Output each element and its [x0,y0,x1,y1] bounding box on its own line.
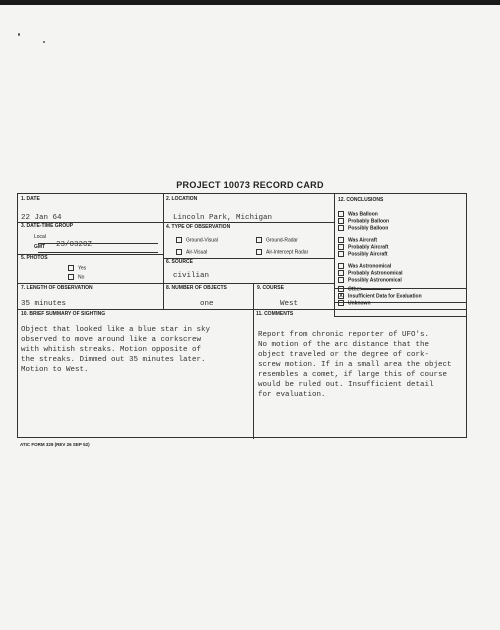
checkbox [68,274,74,280]
conclusion-unknown: Unknown [338,300,371,306]
summary-label: 10. BRIEF SUMMARY OF SIGHTING [21,311,106,317]
conclusion-insufficient: X Insufficient Data for Evaluation [339,293,422,300]
card-title: PROJECT 10073 RECORD CARD [176,180,324,190]
comments-label: 11. COMMENTS [256,311,294,317]
conclusion-item: Possibly Astronomical [338,277,402,283]
location-label: 2. LOCATION [166,196,198,202]
checkbox [338,300,344,306]
checkbox [338,244,344,250]
divider [38,252,158,253]
checkbox [338,286,344,292]
checkbox [338,251,344,257]
conclusion-item: Probably Astronomical [338,270,403,276]
form-footer: ATIC FORM 329 (REV 26 SEP 52) [20,442,90,447]
checkbox [68,265,74,271]
checkbox [256,249,262,255]
course-value: West [280,300,299,308]
conclusion-item: Was Aircraft [338,237,377,243]
conclusion-item: Possibly Aircraft [338,251,388,257]
divider [253,283,254,309]
conclusion-other: Other [338,286,391,292]
photos-yes: Yes [68,265,86,271]
course-label: 9. COURSE [257,285,284,291]
location-value: Lincoln Park, Michigan [173,214,273,222]
checkbox [338,270,344,276]
source-value: civilian [173,272,210,280]
opt-ground-visual: Ground-Visual [176,237,218,243]
conclusion-item: Possibly Balloon [338,225,388,231]
checkbox [338,225,344,231]
date-label: 1. DATE [21,196,40,202]
conclusion-item: Probably Aircraft [338,244,388,250]
divider [18,309,467,310]
scan-speck [43,41,45,43]
local-label: Local [34,234,46,240]
conclusion-item: Probably Balloon [338,218,389,224]
checkbox [338,218,344,224]
scan-top-edge [0,0,500,5]
checkbox [338,263,344,269]
conclusion-item: Was Astronomical [338,263,391,269]
objects-value: one [200,300,214,308]
divider [18,283,334,284]
checkbox [338,237,344,243]
checkbox [338,211,344,217]
checkbox [176,237,182,243]
record-card [17,193,467,438]
objects-label: 8. NUMBER OF OBJECTS [166,285,227,291]
divider [334,316,467,317]
checkbox: X [339,293,343,299]
gmt-value: 23/0320Z [56,241,93,249]
divider [334,194,335,316]
divider [163,194,164,309]
conclusions-label: 12. CONCLUSIONS [338,197,384,203]
date-value: 22 Jan 64 [21,214,62,222]
comments-text: Report from chronic reporter of UFO's. No motion of the arc distance that the object traveled or the degree of cork- screw motion. If in a small area the object resembles a comet, if large this of course would be ruled out. Insufficient detail for evaluation. [258,331,452,399]
scan-speck [18,33,20,36]
photos-label: 5. PHOTOS [21,255,48,261]
dtg-label: 3. DATE-TIME GROUP [21,223,74,229]
checkbox [338,277,344,283]
type-obs-label: 4. TYPE OF OBSERVATION [166,224,231,230]
checkbox [176,249,182,255]
source-label: 6. SOURCE [166,259,193,265]
opt-air-intercept: Air-Intercept Radar [256,249,308,255]
gmt-label: GMT [34,244,46,250]
photos-no: No [68,274,84,280]
length-value: 35 minutes [21,300,67,308]
conclusion-item: Was Balloon [338,211,378,217]
length-label: 7. LENGTH OF OBSERVATION [21,285,93,291]
summary-text: Object that looked like a blue star in sky observed to move around like a corkscrew with whitish streaks. Motion opposite of the streaks. Dimmed out 35 minutes later. Motion to West. [21,326,211,374]
opt-ground-radar: Ground-Radar [256,237,298,243]
checkbox [256,237,262,243]
opt-air-visual: Air-Visual [176,249,207,255]
